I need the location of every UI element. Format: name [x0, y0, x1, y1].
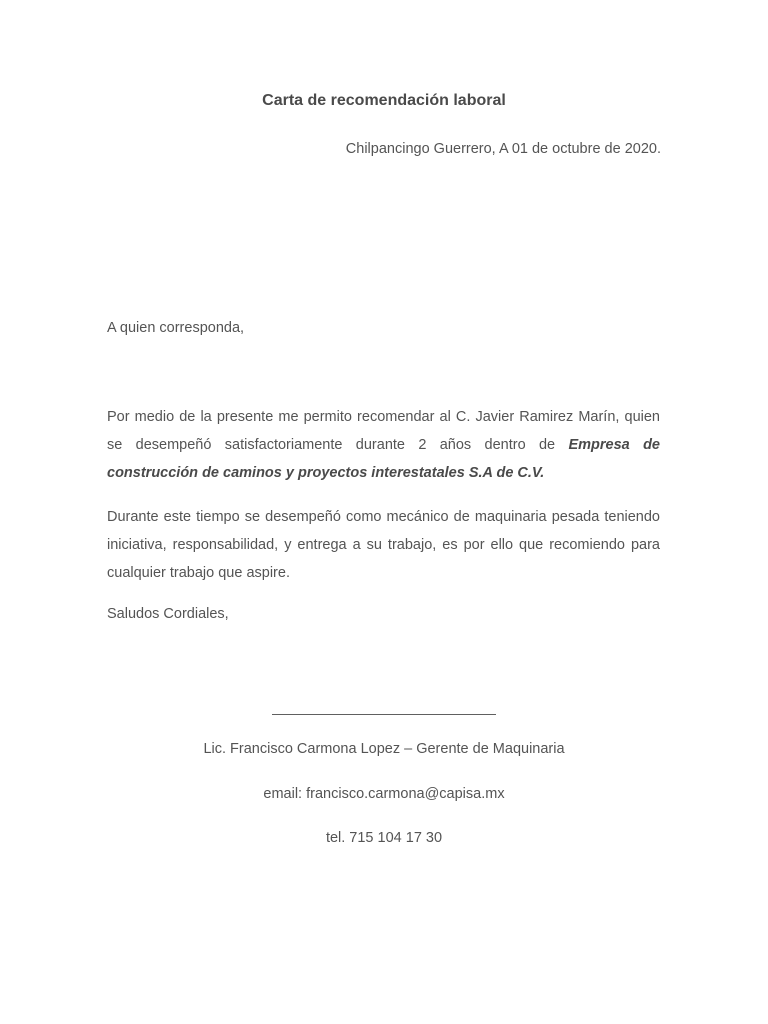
salutation: A quien corresponda, [107, 320, 245, 336]
signature-line [272, 700, 496, 715]
letter-title: Carta de recomendación laboral [262, 92, 506, 109]
signer-phone: tel. 715 104 17 30 [325, 830, 443, 846]
paragraph-recommendation-text: Por medio de la presente me permito recomendar al C. Javier Ramirez Marín, quien se desempeñó satisfactoriamente durante 2 años dentro de [107, 409, 660, 453]
signer-email: email: francisco.carmona@capisa.mx [263, 786, 505, 802]
closing: Saludos Cordiales, [107, 606, 229, 622]
signer-name-role: Lic. Francisco Carmona Lopez – Gerente de Maquinaria [203, 741, 565, 757]
company-name: Empresa de construcción de caminos y proyectos interestatales S.A de C.V. [107, 437, 660, 481]
paragraph-performance: Durante este tiempo se desempeñó como mecánico de maquinaria pesada teniendo iniciativa, responsabilidad, y entrega a su trabajo, es por ello que recomiendo para cualquier trabajo que aspire. [107, 509, 660, 581]
paragraph-recommendation [107, 403, 660, 487]
date-line: Chilpancingo Guerrero, A 01 de octubre de 2020. [345, 141, 661, 157]
